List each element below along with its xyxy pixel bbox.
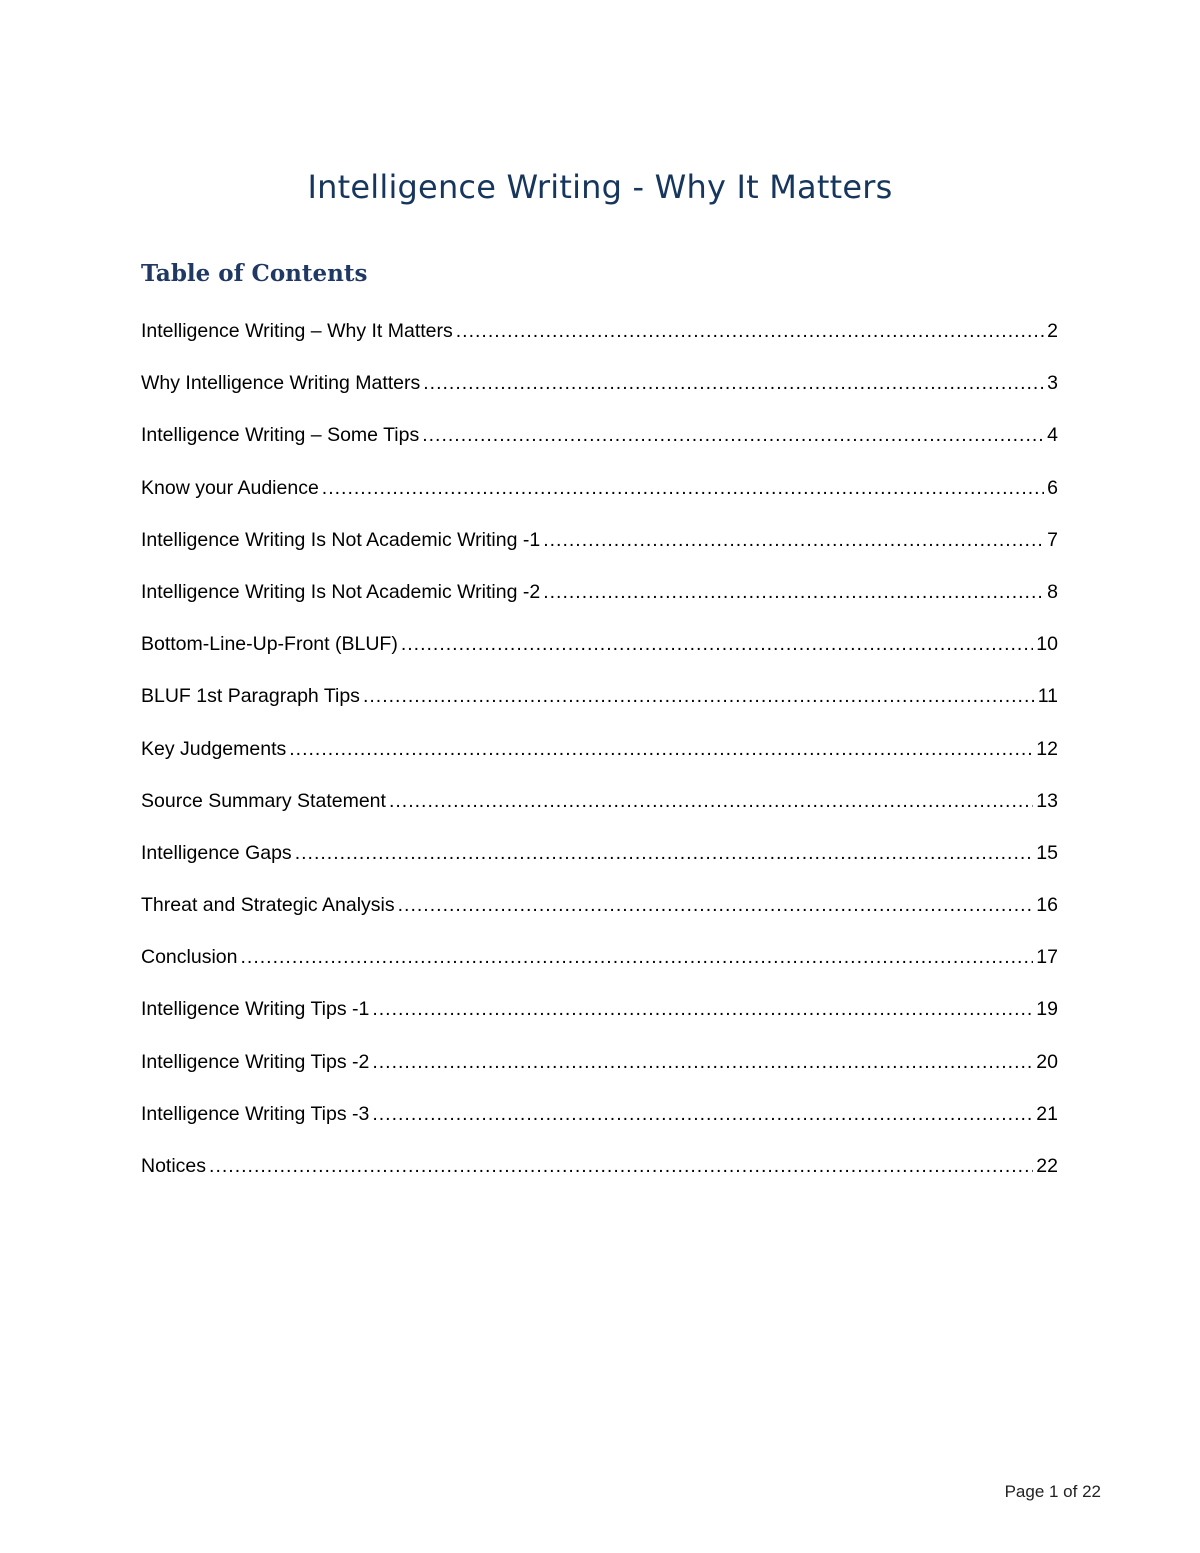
toc-entry[interactable] — [141, 946, 1058, 998]
toc-entry[interactable] — [141, 1051, 1058, 1103]
toc-entry[interactable] — [141, 372, 1058, 424]
toc-entry[interactable] — [141, 581, 1058, 633]
toc-entry[interactable] — [141, 320, 1058, 372]
toc-entry-title: Conclusion — [141, 946, 238, 969]
toc-entry[interactable] — [141, 424, 1058, 476]
toc-dot-leader — [372, 1051, 1033, 1074]
toc-entry-page: 13 — [1036, 789, 1058, 812]
toc-dot-leader — [363, 685, 1035, 708]
toc-entry-page: 4 — [1047, 424, 1058, 447]
toc-dot-leader — [398, 894, 1034, 917]
toc-entry[interactable] — [141, 1103, 1058, 1155]
page-number-footer: Page 1 of 22 — [1004, 1482, 1101, 1501]
toc-dot-leader — [423, 372, 1044, 395]
toc-dot-leader — [456, 320, 1044, 343]
toc-dot-leader — [209, 1155, 1033, 1178]
toc-dot-leader — [322, 477, 1044, 500]
toc-dot-leader — [543, 529, 1044, 552]
toc-entry-title: Intelligence Writing Tips -3 — [141, 1102, 370, 1125]
toc-entry-page: 15 — [1036, 841, 1058, 864]
toc-entry-title: Intelligence Gaps — [141, 841, 292, 864]
toc-entry-title: Threat and Strategic Analysis — [141, 894, 395, 917]
toc-entry-title: Intelligence Writing – Why It Matters — [141, 320, 453, 342]
toc-entry-title: Know your Audience — [141, 476, 319, 499]
toc-entry-title: Intelligence Writing Tips -1 — [141, 998, 370, 1021]
toc-entry-page: 19 — [1036, 998, 1058, 1021]
toc-entry-page: 12 — [1036, 737, 1058, 760]
toc-entry[interactable] — [141, 738, 1058, 790]
toc-entry[interactable] — [141, 529, 1058, 581]
toc-heading: Table of Contents — [141, 260, 368, 287]
toc-entry-page: 3 — [1047, 372, 1058, 395]
toc-dot-leader — [389, 790, 1033, 813]
toc-entry-page: 7 — [1047, 528, 1058, 551]
toc-entry-title: BLUF 1st Paragraph Tips — [141, 685, 360, 708]
toc-entry-page: 8 — [1047, 580, 1058, 603]
document-title: Intelligence Writing - Why It Matters — [307, 168, 893, 206]
toc-dot-leader — [401, 633, 1033, 656]
toc-entry-title: Intelligence Writing Tips -2 — [141, 1050, 370, 1073]
toc-entry-page: 16 — [1036, 894, 1058, 917]
toc-entry-title: Why Intelligence Writing Matters — [141, 372, 421, 395]
toc-entry[interactable] — [141, 685, 1058, 737]
toc-entry-page: 21 — [1036, 1102, 1058, 1125]
toc-dot-leader — [289, 738, 1033, 761]
toc-entry-title: Intelligence Writing – Some Tips — [141, 424, 420, 447]
toc-entry[interactable] — [141, 998, 1058, 1050]
toc-dot-leader — [543, 581, 1044, 604]
toc-entry-page: 2 — [1047, 320, 1058, 342]
toc-dot-leader — [295, 842, 1034, 865]
toc-entry-title: Source Summary Statement — [141, 789, 386, 812]
toc-entry[interactable] — [141, 894, 1058, 946]
toc-entry-title: Intelligence Writing Is Not Academic Writing -2 — [141, 580, 541, 603]
toc-dot-leader — [372, 1103, 1033, 1126]
toc-entry-title: Bottom-Line-Up-Front (BLUF) — [141, 633, 398, 656]
toc-dot-leader — [372, 998, 1033, 1021]
toc-entry-title: Notices — [141, 1155, 207, 1177]
toc-entry-page: 17 — [1036, 946, 1058, 969]
toc-entry-page: 10 — [1036, 633, 1058, 656]
toc-entry[interactable] — [141, 477, 1058, 529]
toc-entry-page: 22 — [1036, 1155, 1058, 1177]
toc-dot-leader — [240, 946, 1033, 969]
toc-dot-leader — [422, 424, 1044, 447]
toc-entry[interactable] — [141, 1155, 1058, 1207]
toc-entry[interactable] — [141, 790, 1058, 842]
toc-entry-title: Intelligence Writing Is Not Academic Writing -1 — [141, 528, 541, 551]
table-of-contents — [141, 320, 1058, 1207]
toc-entry-page: 11 — [1037, 685, 1058, 708]
toc-entry-page: 6 — [1047, 476, 1058, 499]
toc-entry[interactable] — [141, 842, 1058, 894]
toc-entry[interactable] — [141, 633, 1058, 685]
toc-entry-page: 20 — [1036, 1050, 1058, 1073]
toc-entry-title: Key Judgements — [141, 737, 287, 760]
